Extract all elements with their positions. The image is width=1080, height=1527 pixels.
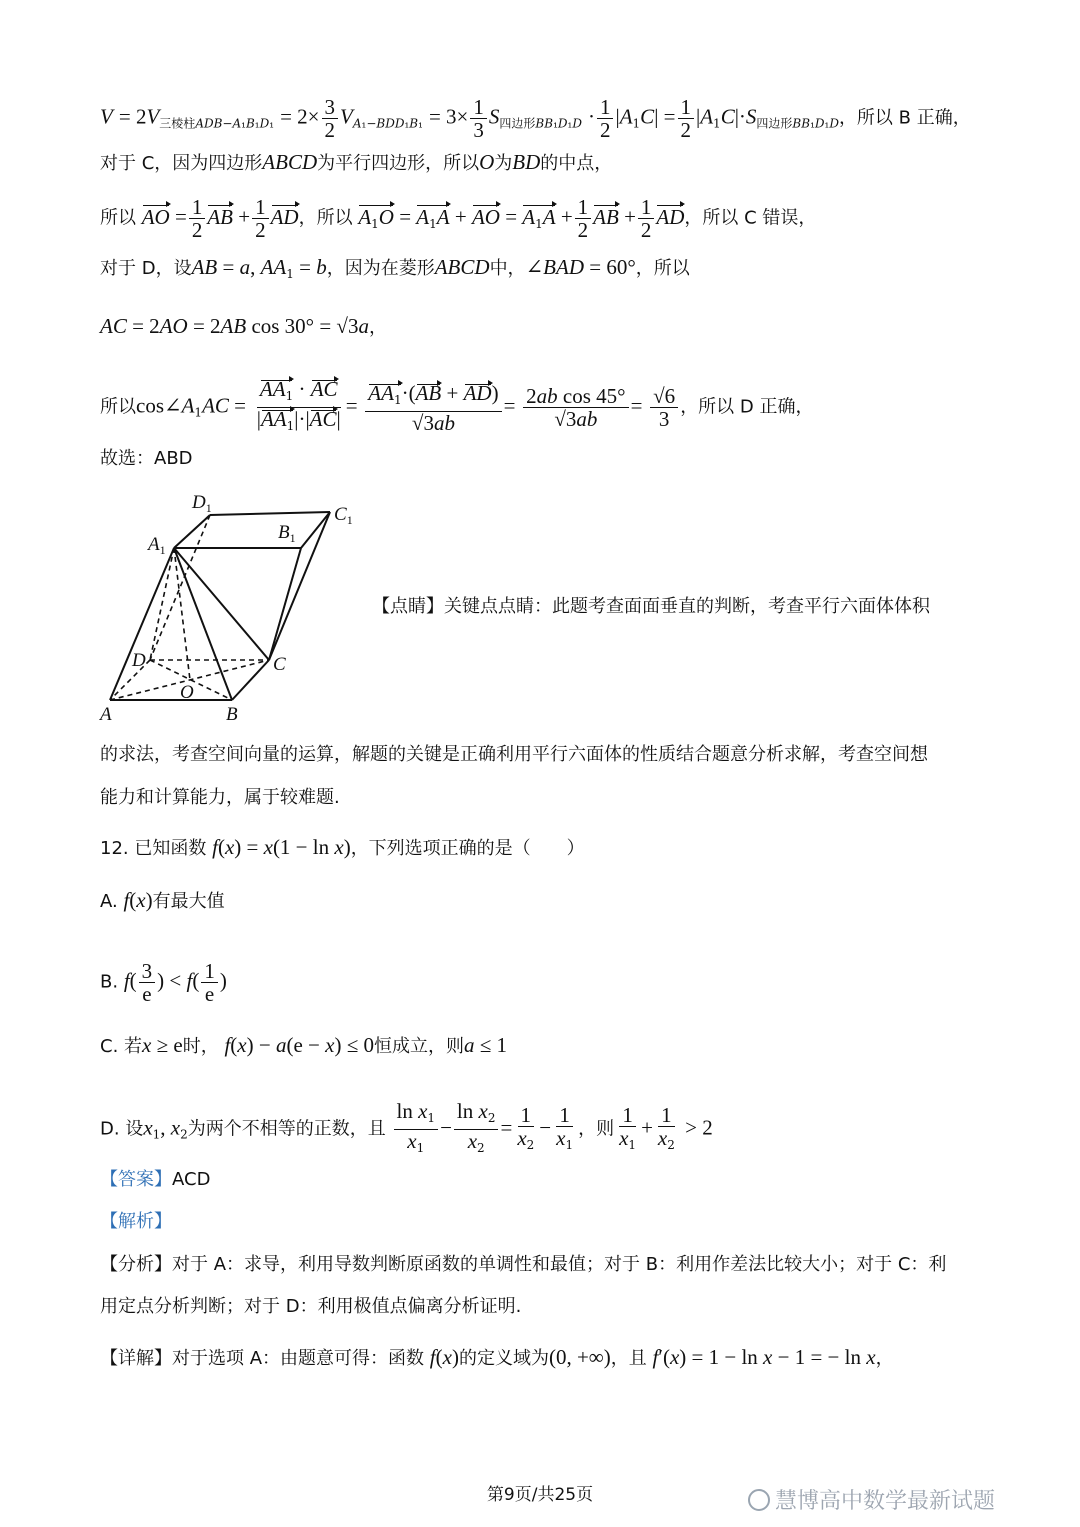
label-a1: $A_1$ (148, 534, 166, 557)
text: 为 (494, 153, 513, 174)
text: 为两个不相等的正数，且 (187, 1118, 386, 1140)
analysis-tag-line (100, 1208, 172, 1236)
text: 所以 (100, 207, 136, 229)
option-b: B. f( $\frac{3}{e}$ ) < f( $\frac{1}{e}$ ) (100, 959, 227, 1006)
watermark-text: 慧博高中数学最新试题 (775, 1489, 996, 1514)
xiangjie-line: 【详解】对于选项 A：由题意可得：函数 f(x)的定义域为(0, +∞)，且 f′(x) = 1 − ln x − 1 = − ln x， (100, 1345, 894, 1369)
text-b-correct: ，所以 B 正确， (838, 107, 971, 129)
text: 对于 A：求导，利用导数判断原函数的单调性和最值；对于 B：利用作差法比较大小；对于 C：利 (172, 1254, 947, 1275)
label-a: A (100, 704, 112, 725)
text: ，且 (610, 1348, 647, 1369)
label-c: C (273, 654, 286, 675)
dianjing-line2: 的求法，考查空间向量的运算，解题的关键是正确利用平行六面体的性质结合题意分析求解，考查空间想 (100, 744, 928, 765)
text: 有最大值 (152, 891, 225, 912)
option-a: A. f(x)有最大值 (100, 888, 225, 912)
text: ，因为在菱形 (326, 258, 435, 279)
text: ，下列选项正确的是（ ） (350, 838, 585, 859)
formula-cos: 所以$\cos\angle A_1AC$ = $\frac{AA_1 \cdot AC}{|AA_1|\cdot|AC|}$ = $\frac{AA_1\cdot(AB + AD)}{√3ab}$ = $\frac{\text{2ab cos 45°}}{√3ab}$ = $\frac{√6}{3}$ ，所以 D 正确， (100, 378, 814, 437)
label-d: D (132, 650, 146, 671)
text: ，所以 D 正确， (680, 396, 814, 418)
text: 关键点点睛：此题考查面面垂直的判断，考查平行六面体体积 (444, 596, 930, 617)
text: ，所以 (298, 207, 353, 229)
label-d1: $D_1$ (192, 492, 212, 515)
question-12-stem: 12. 已知函数 f(x) = x(1 − ln x)，下列选项正确的是（ ） (100, 835, 585, 859)
label-b1: $B_1$ (278, 522, 296, 545)
text: 的中点， (540, 153, 613, 174)
dianjing-line3: 能力和计算能力，属于较难题. (100, 787, 340, 808)
dianjing-tag: 【点睛】 (372, 596, 444, 617)
fenxi-line2: 用定点分析判断；对于 D：利用极值点偏离分析证明. (100, 1296, 522, 1317)
text: 对于选项 A：由题意可得：函数 (172, 1348, 425, 1369)
dianjing-line1 (372, 593, 930, 621)
text: D. (100, 1118, 120, 1140)
text-line-d: 对于 D，设AB = a, $AA_1 = b$，因为在菱形ABCD中，∠BAD = 60°，所以 (100, 255, 690, 281)
text-line-c: 对于 C，因为四边形ABCD为平行四边形，所以O为BD的中点， (100, 150, 613, 174)
text: 对于 C，因为四边形 (100, 153, 263, 174)
label-b: B (226, 704, 238, 725)
text: B. (100, 971, 119, 993)
text-choice: 故选：ABD (100, 448, 193, 469)
text-line-vectors: 所以 AO = $\frac{1}{2}$ AB + $\frac{1}{2}$ AD，所以 $A_1O = A_1A$ + AO = $A_1A$ + $\frac{1}{2}$ AB + $\frac{1}{2}$ AD，所以 C 错误， (100, 195, 817, 242)
text: 的定义域为 (458, 1348, 549, 1369)
text: 为平行四边形，所以 (317, 153, 480, 174)
text: 所以 (100, 396, 136, 418)
text: 若 (124, 1036, 143, 1057)
text: 对于 D，设 (100, 258, 192, 279)
label-o: O (180, 682, 194, 703)
page-footer: 第9页/共25页 (486, 1485, 594, 1505)
fenxi-tag: 【分析】 (100, 1254, 172, 1275)
text: C. (100, 1036, 119, 1057)
label-c1: $C_1$ (334, 504, 353, 527)
answer-line (100, 1166, 210, 1194)
text: 恒成立，则 (374, 1036, 464, 1057)
text: ，所以 C 错误， (684, 207, 817, 229)
watermark-logo (745, 1470, 1075, 1522)
option-c: C. 若x ≥ e时， f(x) − a(e − x) ≤ 0恒成立，则a ≤ 1 (100, 1033, 508, 1057)
text: A. (100, 891, 118, 912)
fenxi-line1 (100, 1251, 946, 1279)
text: 时， (182, 1036, 219, 1057)
xiangjie-tag: 【详解】 (100, 1348, 172, 1369)
analysis-tag: 【解析】 (100, 1211, 172, 1232)
answer-value: ACD (172, 1169, 211, 1190)
parallelepiped-figure (96, 488, 386, 728)
option-d: D. 设$x_1$, $x_2$为两个不相等的正数，且 $\frac{\ln x_1}{x_1}$ − $\frac{\ln x_2}{x_2}$ = $\frac{1}{x_2}$ − $\frac{1}{x_1}$ ，则 $\frac{1}{x_1}$ + $\frac{1}{x_2}$ > 2 (100, 1099, 713, 1155)
answer-tag: 【答案】 (100, 1169, 172, 1190)
text: ，则 (578, 1118, 615, 1140)
formula-volume: $V = 2V_{三棱柱ADB-A_1B_1D_1} = 2\times$ $\frac{3}{2}$ $V_{A_1-BDD_1B_1} = 3\times$ $\frac{1}{3}$ $S_{四边形BB_1D_1D}$ · $\frac{1}{2}$ $|A_1C|$ = $\frac{1}{2}$ $|A_1C|\cdot S_{四边形BB_1D_1D}$，所以 B 正确， (100, 95, 971, 142)
text: ，所以 (635, 258, 690, 279)
text: 设 (125, 1118, 144, 1140)
wechat-icon (749, 1490, 769, 1510)
text: 中， (489, 258, 526, 279)
formula-ac: AC = 2AO = 2AB cos 30° = √3a， (100, 314, 387, 338)
text: 12. 已知函数 (100, 838, 207, 859)
